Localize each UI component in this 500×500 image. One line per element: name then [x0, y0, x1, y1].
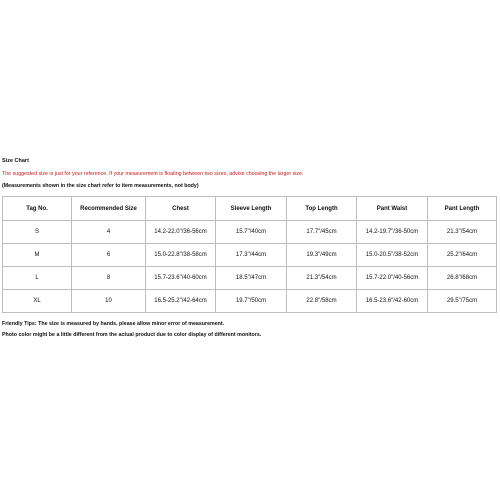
cell-sleeve-length: 18.5"/47cm: [216, 267, 287, 290]
cell-top-length: 19.3"/49cm: [287, 244, 357, 267]
header-chest: Chest: [146, 197, 216, 221]
table-header-row: [3, 197, 497, 221]
cell-recommended-size: 10: [72, 290, 146, 313]
cell-tag-no: S: [3, 221, 72, 244]
cell-pant-length: 26.8"/68cm: [428, 267, 497, 290]
header-pant-waist: Pant Waist: [357, 197, 428, 221]
header-pant-length: Pant Length: [428, 197, 497, 221]
measurement-note: (Measurements shown in the size chart refer to item measurements, not body): [2, 183, 199, 189]
cell-chest: 16.5-25.2"/42-64cm: [146, 290, 216, 313]
cell-sleeve-length: 19.7"/50cm: [216, 290, 287, 313]
friendly-tips: Friendly Tips: The size is measured by hands, please allow minor error of measurement.: [2, 321, 225, 327]
cell-chest: 15.7-23.6"/40-60cm: [146, 267, 216, 290]
table-row: [3, 244, 497, 267]
cell-recommended-size: 4: [72, 221, 146, 244]
cell-top-length: 17.7"/45cm: [287, 221, 357, 244]
table-row: [3, 290, 497, 313]
cell-top-length: 22.8"/58cm: [287, 290, 357, 313]
cell-pant-waist: 16.5-23.6"/42-60cm: [357, 290, 428, 313]
cell-pant-length: 29.5"/75cm: [428, 290, 497, 313]
header-sleeve-length: Sleeve Length: [216, 197, 287, 221]
cell-chest: 14.2-22.0"/36-56cm: [146, 221, 216, 244]
size-chart-title: Size Chart: [2, 158, 29, 164]
cell-chest: 15.0-22.8"/38-58cm: [146, 244, 216, 267]
cell-tag-no: XL: [3, 290, 72, 313]
header-tag-no: Tag No.: [3, 197, 72, 221]
cell-pant-waist: 15.7-22.0"/40-56cm: [357, 267, 428, 290]
cell-top-length: 21.3"/54cm: [287, 267, 357, 290]
header-top-length: Top Length: [287, 197, 357, 221]
cell-tag-no: L: [3, 267, 72, 290]
cell-pant-length: 21.3"/54cm: [428, 221, 497, 244]
table-row: [3, 267, 497, 290]
table-row: [3, 221, 497, 244]
cell-pant-length: 25.2"/64cm: [428, 244, 497, 267]
cell-recommended-size: 6: [72, 244, 146, 267]
header-recommended-size: Recommended Size: [72, 197, 146, 221]
cell-recommended-size: 8: [72, 267, 146, 290]
cell-pant-waist: 14.2-19.7"/36-50cm: [357, 221, 428, 244]
cell-sleeve-length: 15.7"/40cm: [216, 221, 287, 244]
size-table: [2, 196, 497, 313]
size-advice-note: The suggested size is just for your reference. If your measurement is floating between two sizes, advise choosing the larger size.: [2, 171, 304, 177]
cell-tag-no: M: [3, 244, 72, 267]
cell-sleeve-length: 17.3"/44cm: [216, 244, 287, 267]
photo-color-note: Photo color might be a little different from the actual product due to color display of different monitors.: [2, 332, 262, 338]
cell-pant-waist: 15.0-20.5"/38-52cm: [357, 244, 428, 267]
